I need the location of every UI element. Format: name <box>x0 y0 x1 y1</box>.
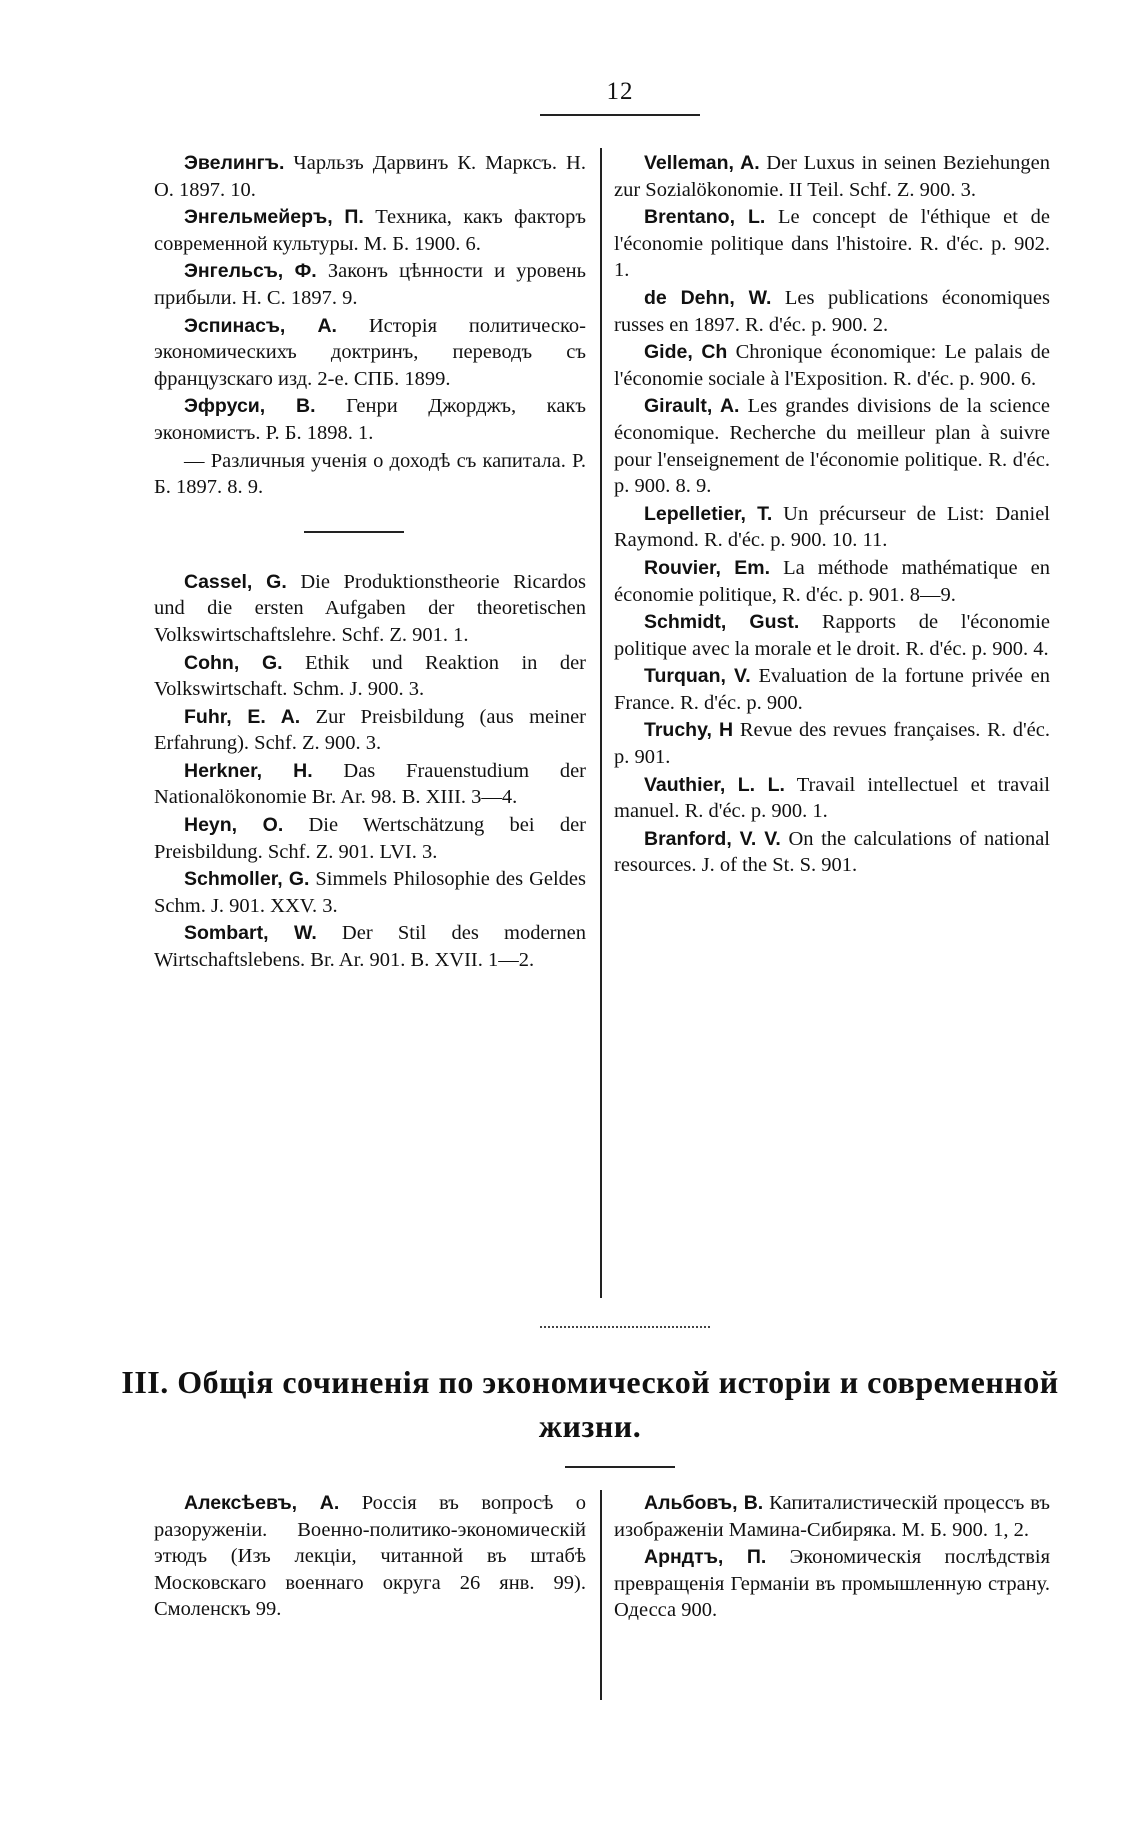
entry-author: Girault, A. <box>644 395 740 418</box>
bibliography-entry <box>154 393 586 446</box>
entry-text: Rapports de l'économie politique avec la morale et le droit. R. d'éc. p. 900. 4. <box>614 611 1050 660</box>
bibliography-entry <box>614 826 1050 879</box>
bibliography-entry <box>154 758 586 811</box>
entry-author: Truchy, H <box>644 719 734 742</box>
entry-author: Schmoller, G. <box>184 868 310 891</box>
entry-text: Die Wertschätzung bei der Preisbildung. Schf. Z. 901. LVI. 3. <box>154 814 586 863</box>
entry-text: Der Stil des modernen Wirtschaftslebens. Br. Ar. 901. B. XVII. 1—2. <box>154 922 587 972</box>
entry-author: Sombart, W. <box>184 922 317 945</box>
entry-text: Законъ цѣнности и уровень прибыли. Н. С. 1897. 9. <box>154 260 586 309</box>
bibliography-entry <box>154 704 586 757</box>
entry-author: Gide, Ch <box>644 341 728 364</box>
entry-text: Les grandes divisions de la science économique. Recherche du meilleur plan à suivre pour l'enseignement de l'économie politique. R. d'éc. p. 900. 8. 9. <box>614 395 1050 498</box>
entry-text: Chronique économique: Le palais de l'économie sociale à l'Exposition. R. d'éc. p. 900. 6. <box>614 341 1051 390</box>
entry-author: Энгельсъ, Ф. <box>184 260 317 283</box>
bibliography-entry <box>154 866 586 919</box>
bibliography-entry <box>614 609 1050 662</box>
entry-text: Evaluation de la fortune privée en France. R. d'éc. p. 900. <box>614 665 1051 714</box>
entry-text: Исторія политическо-экономическихъ доктринъ, переводъ съ французскаго изд. 2-е. СПБ. 1899. <box>154 314 587 390</box>
entry-author: de Dehn, W. <box>644 286 772 309</box>
entry-text: Le concept de l'éthique et de l'économie politique dans l'histoire. R. d'éc. p. 902. 1. <box>614 206 1050 282</box>
entry-text: Die Produktionstheorie Ricardos und die ersten Aufgaben der theoretischen Volkswirtschaftslehre. Schf. Z. 901. 1. <box>154 570 586 646</box>
bibliography-entry <box>614 150 1050 203</box>
entry-text: Чарльзъ Дарвинъ К. Марксъ. Н. О. 1897. 10. <box>154 152 586 201</box>
page-number: 12 <box>606 78 634 105</box>
page-number-rule <box>540 114 700 116</box>
entry-text: Un précurseur de List: Daniel Raymond. R. d'éc. p. 900. 10. 11. <box>614 502 1050 552</box>
entry-text: On the calculations of national resources. J. of the St. S. 901. <box>614 827 1050 877</box>
entry-text: Der Luxus in seinen Beziehungen zur Sozialökonomie. II Teil. Schf. Z. 900. 3. <box>614 152 1051 201</box>
entry-text: Россія въ вопросѣ о разоруженіи. Военно-политико-экономическій этюдъ (Изъ лекціи, читанной въ штабѣ Московскаго военнаго округа 26 янв. 99). Смоленскъ 99. <box>154 1492 586 1621</box>
bibliography-entry <box>154 812 586 865</box>
section-heading-rule <box>565 1466 675 1468</box>
bibliography-column-left <box>154 150 586 975</box>
entry-text: Zur Preisbildung (aus meiner Erfahrung). Schf. Z. 900. 3. <box>154 705 587 755</box>
section-dotted-rule <box>540 1326 710 1328</box>
entry-text: Simmels Philosophie des Geldes Schm. J. 901. XXV. 3. <box>154 868 586 917</box>
entry-author: Арндтъ, П. <box>644 1546 767 1569</box>
entry-author: Cohn, G. <box>184 651 283 674</box>
bibliography-entry <box>154 650 586 703</box>
entry-author: Fuhr, E. A. <box>184 705 301 728</box>
entry-text: — Различныя ученія о доходѣ съ капитала. Р. Б. 1897. 8. 9. <box>154 449 586 499</box>
entry-text: Travail intellectuel et travail manuel. R. d'éc. p. 900. 1. <box>614 773 1051 823</box>
bibliography-entry <box>614 339 1050 392</box>
bibliography-entry <box>154 258 586 311</box>
section-column-right <box>614 1490 1050 1625</box>
bibliography-entry <box>154 1490 586 1623</box>
bibliography-entry <box>614 285 1050 338</box>
separator-rule <box>304 531 404 533</box>
bibliography-entry <box>614 772 1050 825</box>
bibliography-entry <box>614 204 1050 284</box>
bibliography-entry <box>154 569 586 649</box>
entry-author: Branford, V. V. <box>644 827 781 850</box>
bibliography-entry <box>154 150 586 203</box>
entry-text: Das Frauenstudium der Nationalökonomie Br. Ar. 98. B. XIII. 3—4. <box>154 759 587 809</box>
entry-author: Эспинасъ, А. <box>184 314 337 337</box>
entry-author: Rouvier, Em. <box>644 556 771 579</box>
bibliography-entry <box>614 663 1050 716</box>
column-divider-top <box>600 148 602 1298</box>
entry-author: Heyn, O. <box>184 814 284 837</box>
bibliography-entry <box>614 1544 1050 1624</box>
bibliography-entry <box>154 448 586 501</box>
entry-author: Энгельмейеръ, П. <box>184 206 364 229</box>
entry-author: Эвелингъ. <box>184 152 285 174</box>
bibliography-entry <box>154 313 586 393</box>
section-heading: III. Общія сочиненія по экономической исторіи и современной жизни. <box>121 1364 1059 1444</box>
bibliography-column-right <box>614 150 1050 880</box>
entry-text: Les publications économiques russes en 1897. R. d'éc. p. 900. 2. <box>614 286 1050 336</box>
entry-text: Генри Джорджъ, какъ экономистъ. Р. Б. 1898. 1. <box>154 395 586 444</box>
bibliography-entry <box>614 1490 1050 1543</box>
entry-author: Turquan, V. <box>644 665 751 688</box>
entry-text: Ethik und Reaktion in der Volkswirtschaft. Schm. J. 900. 3. <box>154 651 586 701</box>
entry-text: Revue des revues françaises. R. d'éc. p. 901. <box>614 719 1050 769</box>
entry-author: Cassel, G. <box>184 570 287 593</box>
entry-author: Алексѣевъ, А. <box>184 1492 340 1514</box>
bibliography-entry <box>614 501 1050 554</box>
entry-author: Альбовъ, В. <box>644 1492 764 1514</box>
bibliography-entry <box>614 555 1050 608</box>
bibliography-entry <box>614 717 1050 770</box>
entry-text: Экономическія послѣдствія превращенія Германіи въ промышленную страну. Одесса 900. <box>614 1546 1051 1622</box>
bibliography-entry <box>154 920 586 973</box>
column-divider-bottom <box>600 1490 602 1700</box>
bibliography-entry <box>154 204 586 257</box>
entry-author: Эфруси, В. <box>184 395 316 418</box>
section-column-left <box>154 1490 586 1624</box>
entry-text: Техника, какъ факторъ современной культуры. М. Б. 1900. 6. <box>154 206 586 255</box>
entry-author: Lepelletier, T. <box>644 502 773 525</box>
bibliography-entry <box>614 393 1050 499</box>
entry-author: Schmidt, Gust. <box>644 611 800 634</box>
entry-text: La méthode mathématique en économie politique, R. d'éc. p. 901. 8—9. <box>614 556 1050 606</box>
entry-author: Vauthier, L. L. <box>644 773 785 796</box>
entry-author: Velleman, A. <box>644 152 760 174</box>
entry-author: Herkner, H. <box>184 759 313 782</box>
entry-text: Капиталистическій процессъ въ изображеніи Мамина-Сибиряка. М. Б. 900. 1, 2. <box>614 1492 1050 1541</box>
entry-author: Brentano, L. <box>644 206 766 229</box>
